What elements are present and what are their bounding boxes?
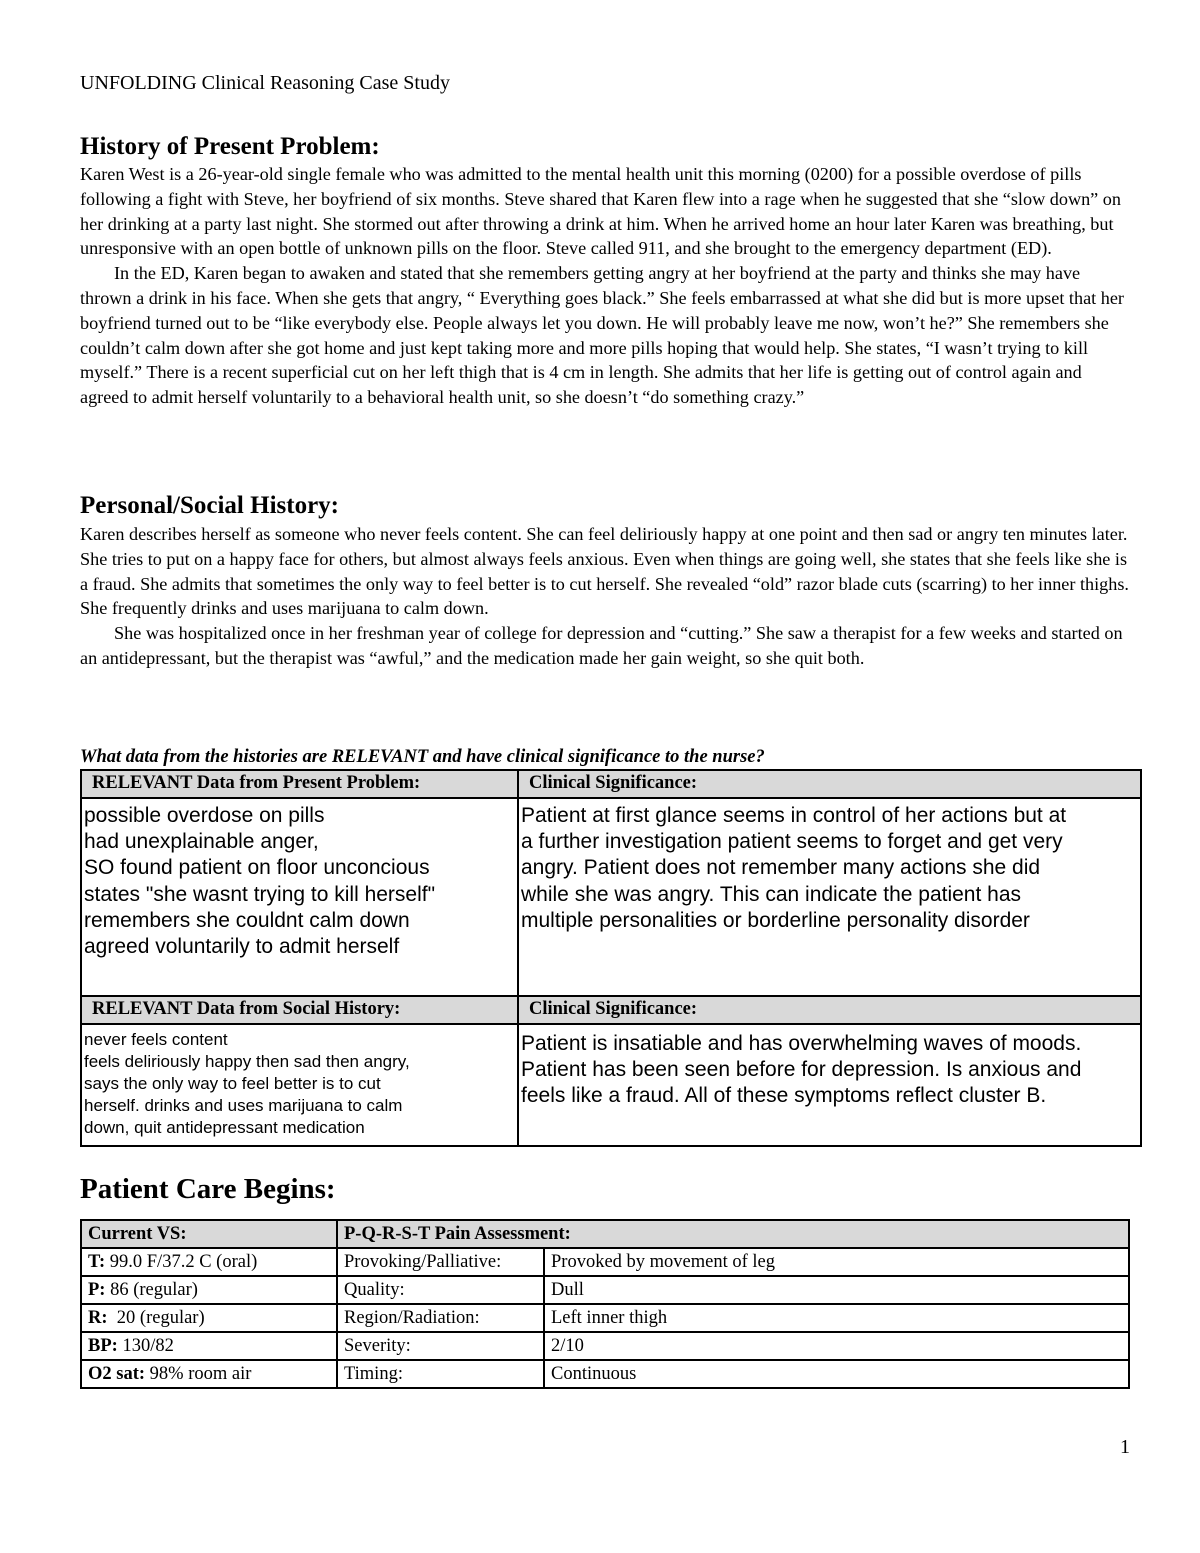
vs-cell bbox=[81, 1248, 337, 1276]
present-problem-answer bbox=[82, 799, 517, 964]
answer-line: says the only way to feel better is to cut bbox=[84, 1074, 381, 1093]
history-paragraph-1: Karen West is a 26-year-old single female who was admitted to the mental health unit this morning (0200) for a possible overdose of pills following a fight with Steve, her boyfriend of six months. Steve shared that Karen flew into a rage when he suggested that she “slow down” on her drinking at a party last night. She stormed out after throwing a drink at him. When he arrived home an hour later Karen was breathing, but unresponsive with an open bottle of unknown pills on the floor. Steve called 911, and she brought to the emergency department (ED). bbox=[80, 164, 1121, 259]
table-row bbox=[81, 1276, 1129, 1304]
vs-value: 20 (regular) bbox=[107, 1308, 205, 1328]
vs-cell bbox=[81, 1276, 337, 1304]
page-number: 1 bbox=[1120, 1436, 1130, 1458]
significance-2-answer-cell[interactable] bbox=[518, 1024, 1141, 1146]
answer-line: had unexplainable anger, bbox=[84, 830, 319, 854]
vs-value: 99.0 F/37.2 C (oral) bbox=[105, 1252, 258, 1272]
social-title: Personal/Social History: bbox=[80, 492, 339, 519]
vs-value: 130/82 bbox=[117, 1336, 174, 1356]
social-paragraph-1: Karen describes herself as someone who never feels content. She can feel deliriously happy at one point and then sad or angry ten minutes later. She tries to put on a happy face for others, but almost always feels anxious. Even when things are going well, she states that she feels like she is a fraud. She admits that sometimes the only way to feel better is to cut herself. She revealed “old” razor blade cuts (scarring) to her inner thighs. She frequently drinks and uses marijuana to calm down. bbox=[80, 524, 1129, 619]
answer-line: feels deliriously happy then sad then angry, bbox=[84, 1052, 410, 1071]
vs-label: BP: bbox=[88, 1336, 118, 1356]
pain-label: Severity: bbox=[337, 1332, 544, 1360]
table-row bbox=[81, 1332, 1129, 1360]
table-row bbox=[81, 1360, 1129, 1388]
vs-label: R: bbox=[88, 1308, 108, 1328]
vs-label: P: bbox=[88, 1280, 106, 1300]
vs-cell bbox=[81, 1304, 337, 1332]
social-paragraph-2: She was hospitalized once in her freshman year of college for depression and “cutting.” She saw a therapist for a few weeks and started on an antidepressant, but the therapist was “awful,” and the medication made her gain weight, so she quit both. bbox=[80, 623, 1123, 668]
history-paragraph-2: In the ED, Karen began to awaken and stated that she remembers getting angry at her boyfriend at the party and thinks she may have thrown a drink in his face. When she gets that angry, “ Everything goes black.” She feels embarrassed at what she did but is more upset that her boyfriend turned out to be “like everybody else. People always let you down. He will probably leave me now, won’t he?” She remembers she couldn’t calm down after she got home and just kept taking more and more pills hoping that would help. She states, “I wasn’t trying to kill myself.” There is a recent superficial cut on her left thigh that is 4 cm in length. She admits that her life is getting out of control again and agreed to admit herself voluntarily to a behavioral health unit, so she doesn’t “do something crazy.” bbox=[80, 263, 1124, 408]
pain-value: Dull bbox=[544, 1276, 1129, 1304]
social-text bbox=[80, 522, 1130, 671]
answer-line: Patient is insatiable and has overwhelming waves of moods. bbox=[521, 1032, 1082, 1055]
answer-line: angry. Patient does not remember many actions she did bbox=[521, 856, 1041, 880]
significance-1-answer bbox=[519, 799, 1140, 938]
present-problem-answer-cell[interactable] bbox=[81, 798, 518, 996]
social-history-answer-cell[interactable] bbox=[81, 1024, 518, 1146]
answer-line: feels like a fraud. All of these symptoms reflect cluster B. bbox=[521, 1084, 1047, 1108]
vs-cell bbox=[81, 1360, 337, 1388]
answer-line: states "she wasnt trying to kill herself" bbox=[84, 882, 436, 906]
header-present-problem: RELEVANT Data from Present Problem: bbox=[81, 770, 518, 798]
patient-care-title: Patient Care Begins: bbox=[80, 1173, 336, 1205]
answer-line: Patient at first glance seems in control of her actions but at bbox=[521, 804, 1067, 827]
header-clinical-significance-2: Clinical Significance: bbox=[518, 996, 1141, 1024]
pain-value: Continuous bbox=[544, 1360, 1129, 1388]
answer-line: herself. drinks and uses marijuana to calm bbox=[84, 1096, 403, 1115]
answer-line: down, quit antidepressant medication bbox=[84, 1118, 365, 1137]
table-row bbox=[81, 1248, 1129, 1276]
header-social-history: RELEVANT Data from Social History: bbox=[81, 996, 518, 1024]
history-text bbox=[80, 162, 1130, 410]
page-header: UNFOLDING Clinical Reasoning Case Study bbox=[80, 72, 450, 94]
vs-value: 86 (regular) bbox=[105, 1280, 198, 1300]
pain-label: Quality: bbox=[337, 1276, 544, 1304]
answer-line: agreed voluntarily to admit herself bbox=[84, 935, 400, 959]
social-history-answer bbox=[82, 1025, 517, 1143]
significance-1-answer-cell[interactable] bbox=[518, 798, 1141, 996]
significance-2-answer bbox=[519, 1025, 1140, 1114]
answer-line: while she was angry. This can indicate the patient has bbox=[521, 882, 1022, 906]
history-title: History of Present Problem: bbox=[80, 133, 380, 160]
answer-line: remembers she couldnt calm down bbox=[84, 908, 410, 932]
header-pain-assessment: P-Q-R-S-T Pain Assessment: bbox=[337, 1220, 1129, 1248]
header-current-vs: Current VS: bbox=[81, 1220, 337, 1248]
pain-label: Timing: bbox=[337, 1360, 544, 1388]
pain-value: Provoked by movement of leg bbox=[544, 1248, 1129, 1276]
answer-line: possible overdose on pills bbox=[84, 804, 325, 827]
answer-line: multiple personalities or borderline personality disorder bbox=[521, 908, 1030, 932]
vs-value: 98% room air bbox=[145, 1364, 252, 1384]
pain-value: Left inner thigh bbox=[544, 1304, 1129, 1332]
answer-line: never feels content bbox=[84, 1030, 228, 1049]
header-clinical-significance-1: Clinical Significance: bbox=[518, 770, 1141, 798]
vs-label: T: bbox=[88, 1252, 106, 1272]
relevance-question: What data from the histories are RELEVANT and have clinical significance to the nurse? bbox=[80, 747, 765, 767]
relevant-data-table bbox=[80, 769, 1142, 1147]
answer-line: SO found patient on floor unconcious bbox=[84, 856, 430, 880]
vitals-pain-table bbox=[80, 1219, 1130, 1389]
pain-label: Region/Radiation: bbox=[337, 1304, 544, 1332]
pain-label: Provoking/Palliative: bbox=[337, 1248, 544, 1276]
answer-line: Patient has been seen before for depression. Is anxious and bbox=[521, 1058, 1082, 1082]
table-row bbox=[81, 1304, 1129, 1332]
vs-cell bbox=[81, 1332, 337, 1360]
pain-value: 2/10 bbox=[544, 1332, 1129, 1360]
answer-line: a further investigation patient seems to forget and get very bbox=[521, 830, 1063, 854]
vs-label: O2 sat: bbox=[88, 1364, 146, 1384]
